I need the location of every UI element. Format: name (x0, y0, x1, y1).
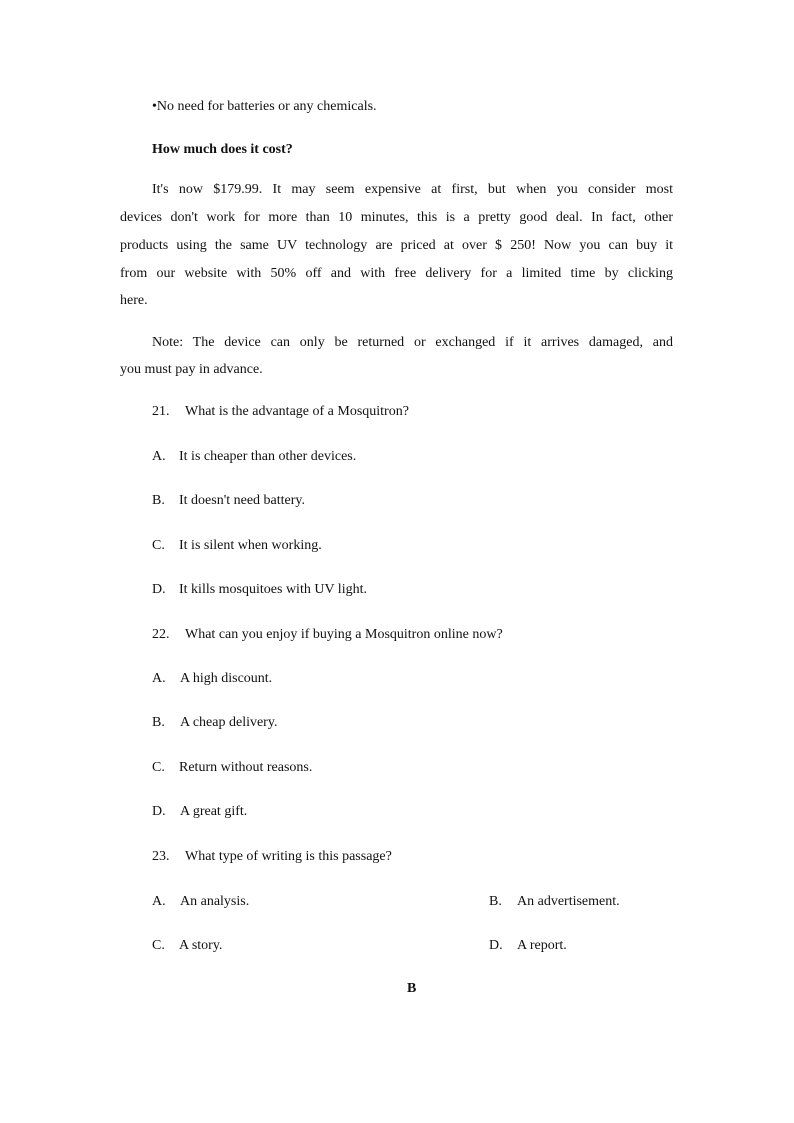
note-paragraph-line: you must pay in advance. (120, 362, 263, 377)
option-text: A cheap delivery. (180, 715, 278, 730)
question-number: 23. (152, 849, 170, 864)
option-label: B. (152, 715, 165, 730)
option-text: It kills mosquitoes with UV light. (179, 582, 367, 597)
option-label: A. (152, 671, 166, 686)
question-23 (152, 847, 392, 867)
option-22-c (152, 758, 312, 778)
option-text: It doesn't need battery. (179, 493, 306, 508)
option-23-d (489, 936, 567, 956)
option-text: Return without reasons. (179, 760, 313, 775)
cost-paragraph-line: products using the same UV technology are priced at over $ 250! Now you can buy it (120, 238, 673, 253)
option-23-c (152, 936, 222, 956)
question-21 (152, 402, 409, 422)
option-21-c (152, 536, 322, 556)
option-label: D. (152, 582, 166, 597)
option-label: B. (489, 894, 502, 909)
option-22-a (152, 669, 272, 689)
option-text: An advertisement. (517, 894, 620, 909)
option-text: An analysis. (180, 894, 250, 909)
question-text: What is the advantage of a Mosquitron? (185, 404, 409, 419)
option-label: C. (152, 538, 165, 553)
option-label: D. (152, 804, 166, 819)
question-22 (152, 625, 503, 645)
option-text: A high discount. (180, 671, 273, 686)
option-label: C. (152, 938, 165, 953)
question-text: What can you enjoy if buying a Mosquitron online now? (185, 627, 503, 642)
option-label: C. (152, 760, 165, 775)
feature-bullet-line: •No need for batteries or any chemicals. (152, 99, 377, 114)
cost-paragraph-line: from our website with 50% off and with free delivery for a limited time by clicking (120, 266, 673, 281)
cost-paragraph-line: here. (120, 293, 148, 308)
question-number: 21. (152, 404, 170, 419)
option-text: A report. (517, 938, 567, 953)
option-label: A. (152, 449, 166, 464)
option-21-d (152, 580, 367, 600)
option-label: D. (489, 938, 503, 953)
cost-heading: How much does it cost? (152, 142, 293, 157)
cost-paragraph-line: It's now $179.99. It may seem expensive at first, but when you consider most (152, 182, 673, 197)
question-text: What type of writing is this passage? (185, 849, 392, 864)
option-23-b (489, 892, 620, 912)
option-text: A story. (179, 938, 223, 953)
section-label: B (407, 981, 417, 996)
note-paragraph-line: Note: The device can only be returned or exchanged if it arrives damaged, and (152, 335, 673, 350)
option-label: B. (152, 493, 165, 508)
cost-paragraph-line: devices don't work for more than 10 minutes, this is a pretty good deal. In fact, other (120, 210, 673, 225)
option-22-b (152, 713, 277, 733)
option-text: It is cheaper than other devices. (179, 449, 357, 464)
option-label: A. (152, 894, 166, 909)
question-number: 22. (152, 627, 170, 642)
option-23-a (152, 892, 249, 912)
option-21-a (152, 447, 356, 467)
option-22-d (152, 802, 247, 822)
option-text: A great gift. (180, 804, 248, 819)
option-21-b (152, 491, 305, 511)
option-text: It is silent when working. (179, 538, 322, 553)
